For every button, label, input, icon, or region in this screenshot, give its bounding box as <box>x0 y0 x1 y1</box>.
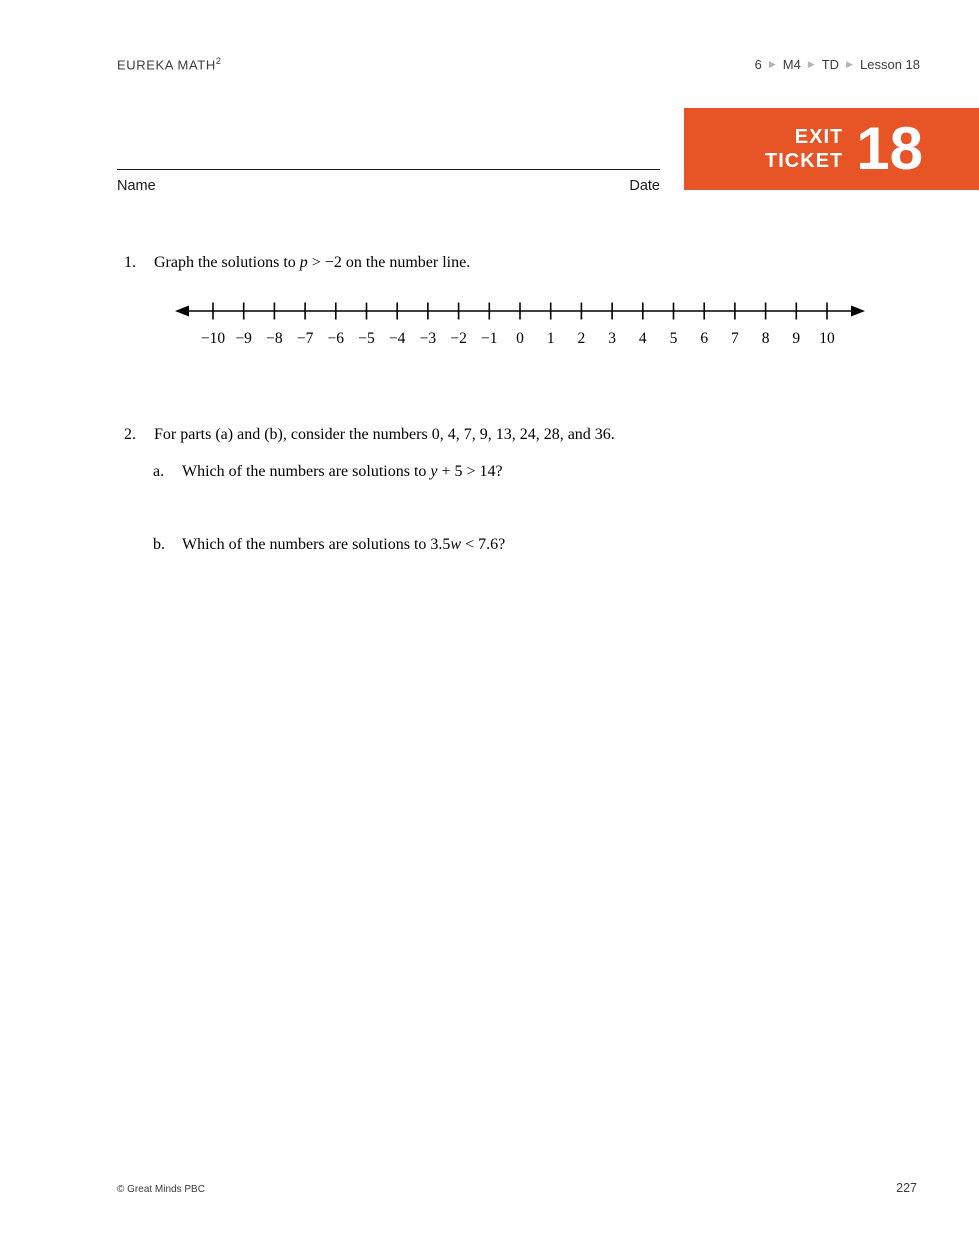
question-1-text <box>154 254 470 272</box>
brand-superscript: 2 <box>215 56 222 66</box>
svg-text:−2: −2 <box>450 330 467 347</box>
svg-text:−6: −6 <box>327 330 345 347</box>
question-2b-text-before: Which of the numbers are solutions to 3.5 <box>182 536 451 553</box>
question-2b-letter: b. <box>153 536 165 553</box>
question-2a-text-before: Which of the numbers are solutions to <box>182 463 431 480</box>
svg-text:−8: −8 <box>266 330 283 347</box>
brand-text: EUREKA MATH <box>117 57 216 73</box>
question-1-variable: p <box>299 254 308 271</box>
svg-text:3: 3 <box>608 330 616 347</box>
svg-text:−4: −4 <box>388 330 406 347</box>
question-2a <box>153 463 503 481</box>
exit-ticket-label-line1: EXIT <box>794 126 844 148</box>
breadcrumb-arrow-icon: ▶ <box>807 59 815 69</box>
question-1 <box>124 254 470 272</box>
breadcrumb-lesson: Lesson 18 <box>860 57 920 72</box>
breadcrumb <box>755 57 920 72</box>
question-2b-text <box>182 536 505 554</box>
question-2 <box>124 426 615 444</box>
name-label: Name <box>117 178 156 194</box>
breadcrumb-arrow-icon: ▶ <box>846 59 853 69</box>
question-2b-variable: w <box>450 536 462 553</box>
page-number: 227 <box>896 1181 917 1195</box>
question-2a-variable: y <box>430 463 438 480</box>
breadcrumb-arrow-icon: ▶ <box>768 59 776 69</box>
lesson-number: 18 <box>856 115 923 182</box>
exit-ticket-badge <box>684 108 979 190</box>
svg-text:4: 4 <box>638 330 647 347</box>
svg-text:9: 9 <box>792 330 801 347</box>
question-2-text: For parts (a) and (b), consider the numbers 0, 4, 7, 9, 13, 24, 28, and 36. <box>154 426 615 443</box>
question-2b <box>153 536 505 554</box>
breadcrumb-grade: 6 <box>754 57 762 72</box>
breadcrumb-module: M4 <box>782 57 801 72</box>
svg-text:−10: −10 <box>200 330 226 347</box>
svg-text:2: 2 <box>577 330 586 347</box>
question-2b-text-after: < 7.6? <box>461 536 506 553</box>
svg-text:8: 8 <box>761 330 770 347</box>
breadcrumb-topic: TD <box>821 57 840 72</box>
svg-text:−1: −1 <box>481 330 498 347</box>
question-2a-letter: a. <box>153 463 165 480</box>
copyright-text: © Great Minds PBC <box>117 1184 205 1195</box>
exit-ticket-label-line2: TICKET <box>765 150 844 172</box>
svg-text:10: 10 <box>819 330 835 347</box>
date-label: Date <box>629 178 660 194</box>
svg-text:−3: −3 <box>419 330 437 347</box>
svg-text:−5: −5 <box>358 330 375 347</box>
question-2a-text-after: + 5 > 14? <box>437 463 503 480</box>
svg-text:5: 5 <box>669 330 678 347</box>
number-line-graphic <box>165 295 875 353</box>
question-2-number: 2. <box>124 426 136 443</box>
svg-text:0: 0 <box>516 330 524 347</box>
svg-text:1: 1 <box>546 330 555 347</box>
svg-text:−9: −9 <box>235 330 252 347</box>
exit-ticket-label <box>765 125 843 173</box>
question-1-number: 1. <box>124 254 136 271</box>
name-date-rule <box>117 169 660 170</box>
question-1-text-after: > −2 on the number line. <box>307 254 471 271</box>
name-date-row <box>117 178 660 194</box>
brand-logo <box>117 56 221 72</box>
number-line <box>165 295 875 353</box>
question-2a-text <box>182 463 503 481</box>
svg-text:6: 6 <box>700 330 709 347</box>
svg-text:7: 7 <box>731 330 739 347</box>
svg-text:−7: −7 <box>296 330 314 347</box>
question-1-text-before: Graph the solutions to <box>154 254 300 271</box>
